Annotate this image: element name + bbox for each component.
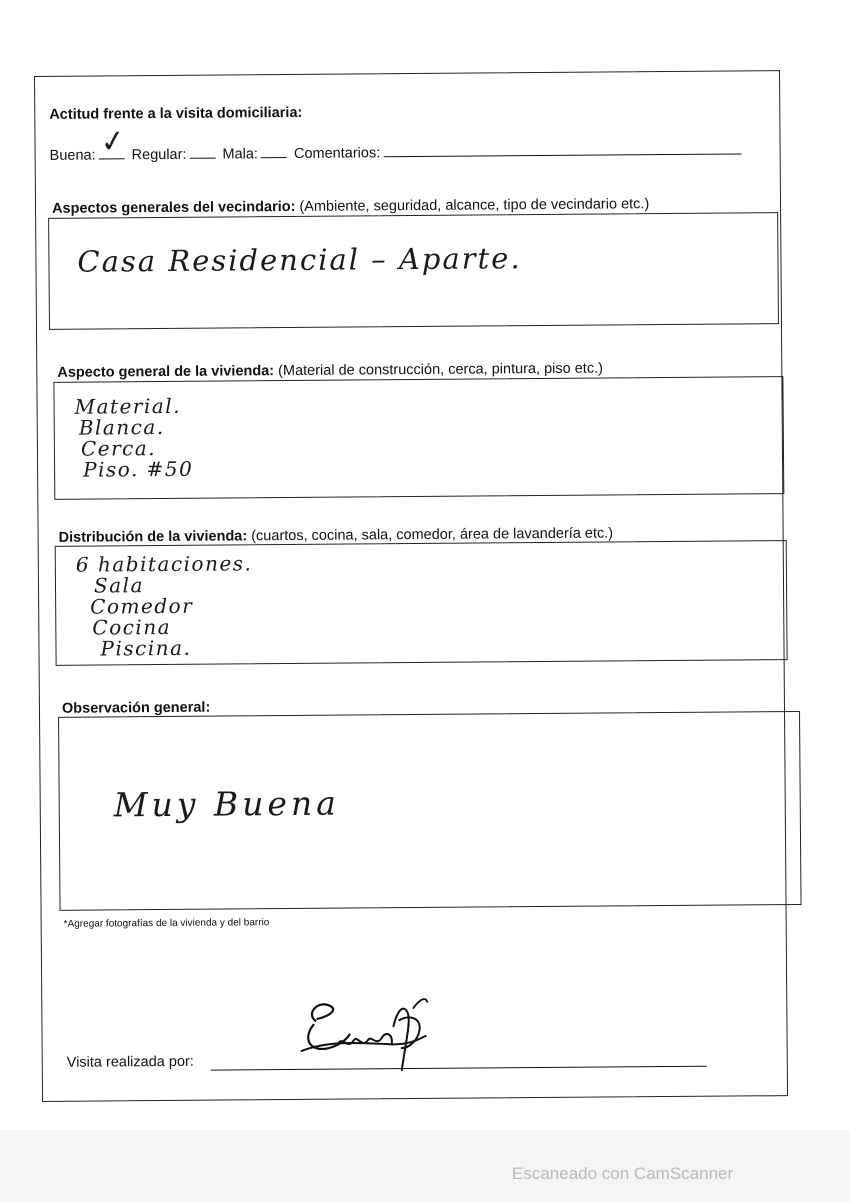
regular-blank <box>189 144 215 159</box>
distribution-line: Cocina <box>92 614 172 640</box>
neighborhood-note: (Ambiente, seguridad, alcance, tipo de vecindario etc.) <box>299 196 650 215</box>
observation-answer: Muy Buena <box>113 783 341 825</box>
housing-answer <box>74 393 194 482</box>
distribution-answer <box>76 553 253 659</box>
housing-line: Blanca. <box>78 414 165 440</box>
regular-label: Regular: <box>131 146 187 164</box>
neighborhood-answer: Casa Residencial – Aparte. <box>77 241 522 279</box>
neighborhood-title: Aspectos generales del vecindario: <box>51 198 296 217</box>
form-frame <box>34 70 788 1102</box>
housing-line: Cerca. <box>80 436 157 461</box>
distribution-line: Comedor <box>90 593 194 619</box>
comentarios-label: Comentarios: <box>293 145 381 162</box>
camscanner-watermark: Escaneado con CamScanner <box>512 1164 734 1183</box>
buena-label: Buena: <box>49 147 96 164</box>
distribution-line: Piscina. <box>100 635 192 661</box>
distribution-line: 6 habitaciones. <box>75 551 253 577</box>
housing-line: Piso. #50 <box>82 456 194 482</box>
observation-box <box>58 711 802 911</box>
signature-line <box>211 1066 707 1071</box>
housing-note: (Material de construcción, cerca, pintura, piso etc.) <box>278 360 603 380</box>
attitude-heading: Actitud frente a la visita domiciliaria: <box>49 104 303 123</box>
buena-blank <box>98 122 129 162</box>
housing-title: Aspecto general de la vivienda: <box>57 363 275 381</box>
comentarios-blank <box>383 139 741 157</box>
distribution-title: Distribución de la vivienda: <box>58 528 248 546</box>
observation-heading: Observación general: <box>61 699 211 717</box>
mala-label: Mala: <box>222 146 258 163</box>
signature-image <box>297 990 438 1079</box>
checkmark-icon: ✓ <box>98 122 129 162</box>
mala-blank <box>261 143 287 158</box>
attitude-options <box>49 122 745 164</box>
visita-label: Visita realizada por: <box>66 1053 194 1071</box>
distribution-line: Sala <box>93 573 145 598</box>
footnote: *Agregar fotografías de la vivienda y del barrio <box>63 917 270 930</box>
distribution-box <box>55 540 788 666</box>
housing-line: Material. <box>74 393 182 419</box>
neighborhood-box <box>48 212 779 330</box>
distribution-note: (cuartos, cocina, sala, comedor, área de lavandería etc.) <box>251 525 614 545</box>
housing-box <box>53 376 784 500</box>
